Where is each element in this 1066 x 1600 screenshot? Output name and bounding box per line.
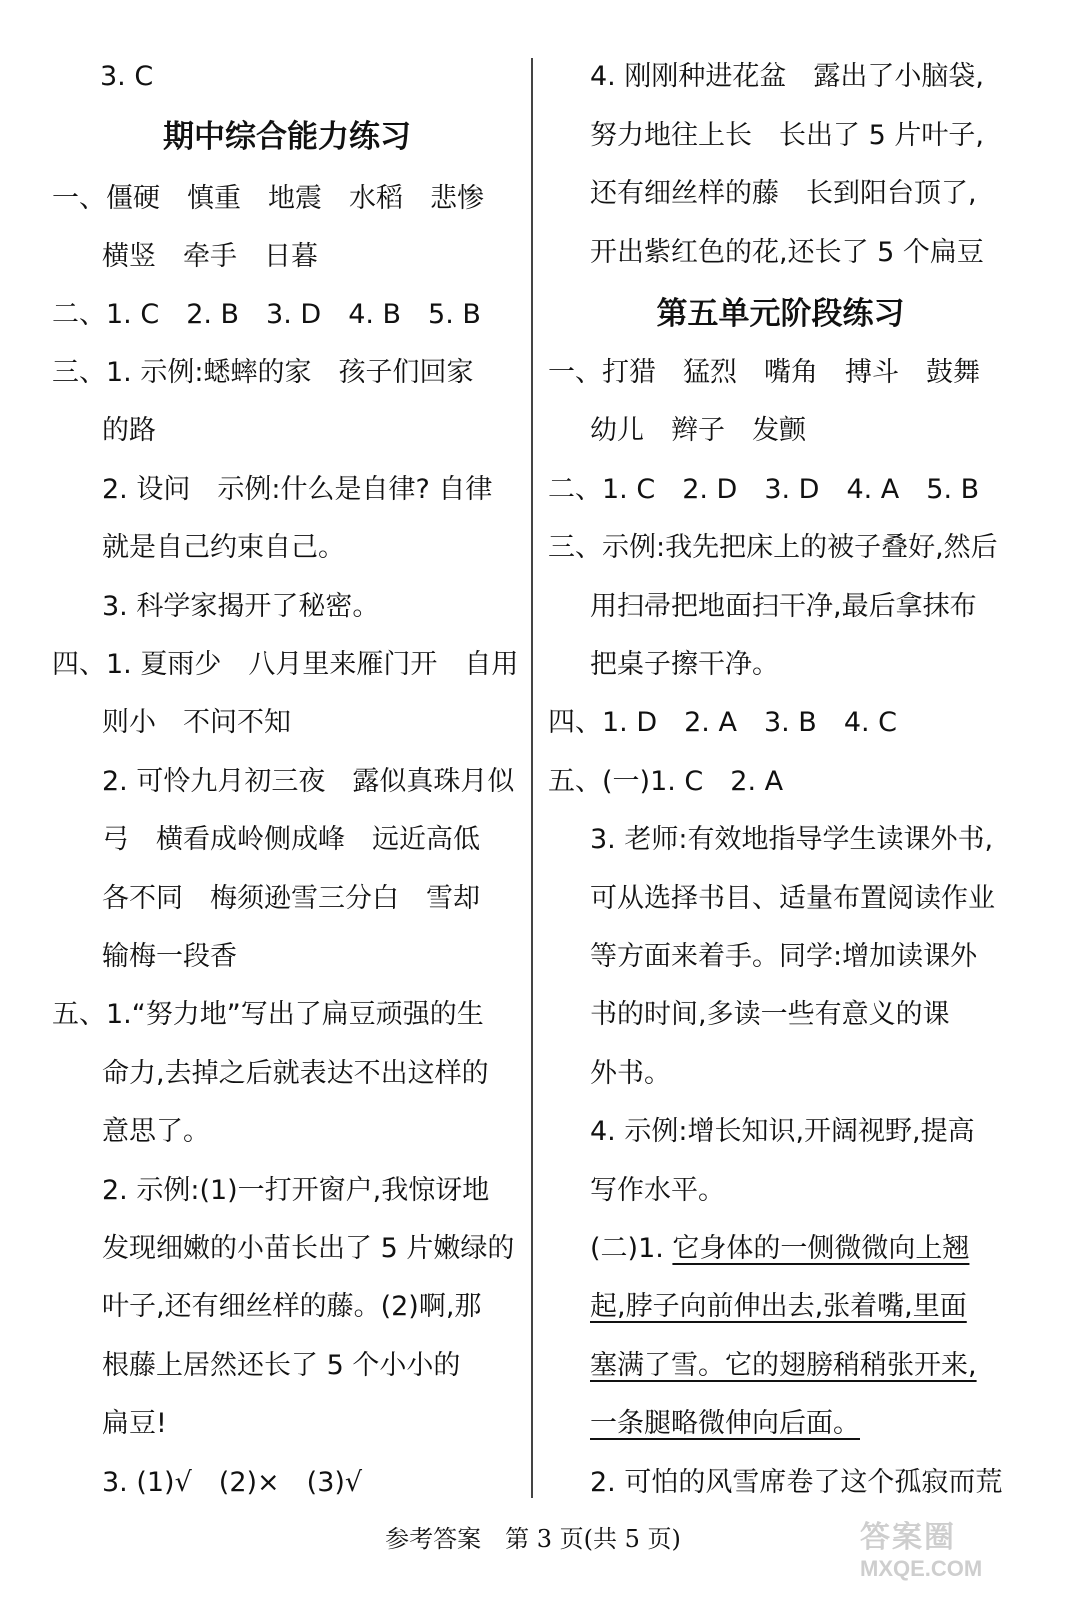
answer-line: 2. 可怜九月初三夜 露似真珠月似 xyxy=(102,766,515,797)
answer-line: 3. C xyxy=(100,61,154,92)
section-heading-midterm: 期中综合能力练习 xyxy=(163,119,411,155)
answer-line: 二、1. C 2. B 3. D 4. B 5. B xyxy=(52,299,481,330)
answer-prefix: (二)1. xyxy=(590,1233,673,1264)
answer-line: 意思了。 xyxy=(102,1116,210,1147)
answer-line: 的路 xyxy=(102,415,156,446)
answer-line: 一、打猎 猛烈 嘴角 搏斗 鼓舞 xyxy=(548,357,980,388)
answer-line: 扁豆! xyxy=(102,1408,167,1439)
answer-line: 4. 示例:增长知识,开阔视野,提高 xyxy=(590,1116,975,1147)
answer-line: 写作水平。 xyxy=(590,1175,725,1206)
answer-line: 3. (1)√ (2)× (3)√ xyxy=(102,1467,363,1498)
answer-line: 外书。 xyxy=(590,1058,671,1089)
answer-line: 横竖 牵手 日暮 xyxy=(102,241,318,272)
answer-line: 根藤上居然还长了 5 个小小的 xyxy=(102,1350,461,1381)
underlined-answer: 一条腿略微伸向后面。 xyxy=(590,1408,860,1439)
answer-line: 书的时间,多读一些有意义的课 xyxy=(590,999,950,1030)
answer-line: 叶子,还有细丝样的藤。(2)啊,那 xyxy=(102,1291,482,1322)
answer-line: 把桌子擦干净。 xyxy=(590,649,779,680)
answer-line: 还有细丝样的藤 长到阳台顶了, xyxy=(590,178,977,209)
answer-line: 四、1. D 2. A 3. B 4. C xyxy=(548,707,898,738)
answer-line: 各不同 梅须逊雪三分白 雪却 xyxy=(102,883,480,914)
answer-line: 2. 可怕的风雪席卷了这个孤寂而荒 xyxy=(590,1467,1003,1498)
underlined-answer: 塞满了雪。它的翅膀稍稍张开来, xyxy=(590,1350,977,1381)
answer-line: 三、1. 示例:蟋蟀的家 孩子们回家 xyxy=(52,357,474,388)
answer-line: 弓 横看成岭侧成峰 远近高低 xyxy=(102,824,480,855)
answer-line: 则小 不问不知 xyxy=(102,707,291,738)
answer-line: 等方面来着手。同学:增加读课外 xyxy=(590,941,978,972)
answer-line xyxy=(590,1232,969,1266)
answer-line: 3. 科学家揭开了秘密。 xyxy=(102,591,380,622)
answer-line: 可从选择书目、适量布置阅读作业 xyxy=(590,883,995,914)
answer-line: 三、示例:我先把床上的被子叠好,然后 xyxy=(548,532,998,563)
answer-line: 2. 设问 示例:什么是自律? 自律 xyxy=(102,474,493,505)
answer-line: 3. 老师:有效地指导学生读课外书, xyxy=(590,824,994,855)
page-footer: 参考答案 第 3 页(共 5 页) xyxy=(385,1525,681,1553)
answer-line: 幼儿 辫子 发颤 xyxy=(590,415,806,446)
watermark-title: 答案圈 xyxy=(860,1521,956,1554)
answer-line: 四、1. 夏雨少 八月里来雁门开 自用 xyxy=(52,649,519,680)
answer-line: 五、1.“努力地”写出了扁豆顽强的生 xyxy=(52,999,484,1030)
answer-line: 努力地往上长 长出了 5 片叶子, xyxy=(590,120,984,151)
watermark-logo xyxy=(860,1512,1050,1588)
answer-line: 一、僵硬 慎重 地震 水稻 悲惨 xyxy=(52,183,484,214)
answer-line: 命力,去掉之后就表达不出这样的 xyxy=(102,1058,489,1089)
section-heading-unit5: 第五单元阶段练习 xyxy=(656,296,905,332)
watermark-url: MXQE.COM xyxy=(860,1556,983,1581)
answer-line: 输梅一段香 xyxy=(102,941,237,972)
answer-line: 二、1. C 2. D 3. D 4. A 5. B xyxy=(548,474,980,505)
underlined-answer: 它身体的一侧微微向上翘 xyxy=(672,1233,970,1264)
answer-line: 五、(一)1. C 2. A xyxy=(548,766,784,797)
underlined-answer: 起,脖子向前伸出去,张着嘴,里面 xyxy=(590,1291,967,1322)
answer-line: 用扫帚把地面扫干净,最后拿抹布 xyxy=(590,591,977,622)
answer-line: 2. 示例:(1)一打开窗户,我惊讶地 xyxy=(102,1175,490,1206)
answer-line: 开出紫红色的花,还长了 5 个扁豆 xyxy=(590,237,984,268)
answer-line: 发现细嫩的小苗长出了 5 片嫩绿的 xyxy=(102,1233,515,1264)
answer-line: 4. 刚刚种进花盆 露出了小脑袋, xyxy=(590,61,984,92)
column-divider xyxy=(531,58,533,1498)
answer-line: 就是自己约束自己。 xyxy=(102,532,345,563)
